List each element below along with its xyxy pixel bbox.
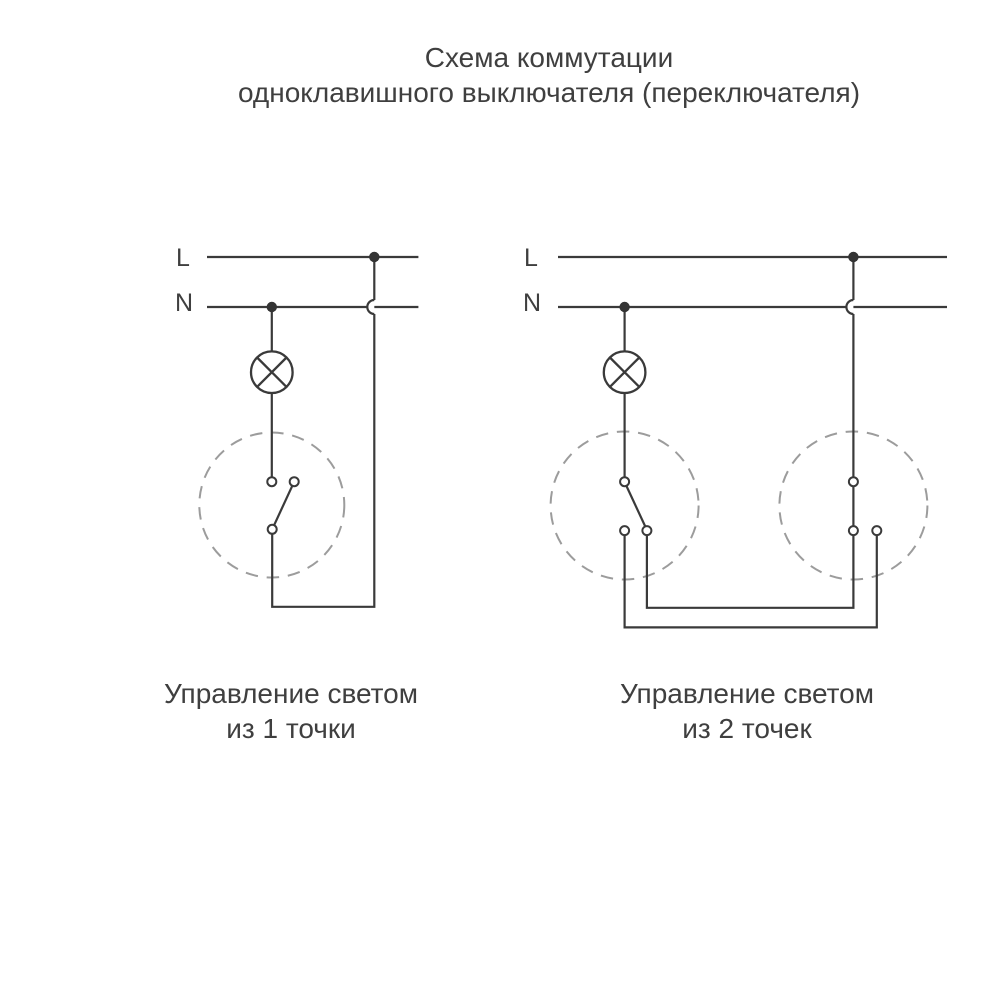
junction-dot-neutral: [619, 302, 629, 312]
junction-dot-neutral: [267, 302, 277, 312]
caption-line2: из 2 точек: [682, 713, 812, 744]
page-title-line1: Схема коммутации: [424, 42, 674, 73]
caption-line1: Управление светом: [620, 678, 874, 709]
diagram-two-points: [523, 244, 947, 627]
traveler-wire-inner: [647, 535, 854, 608]
switch-terminal: [872, 526, 881, 535]
switch-terminal: [620, 477, 629, 486]
live-label: L: [176, 244, 190, 272]
switch-lever: [625, 482, 647, 530]
switch-terminal: [620, 526, 629, 535]
caption-line1: Управление светом: [164, 678, 418, 709]
switch-terminal: [849, 477, 858, 486]
neutral-label: N: [522, 289, 542, 317]
junction-dot-live: [369, 252, 379, 262]
switch-terminal: [290, 477, 299, 486]
diagram-one-point: [175, 244, 418, 607]
switch-terminal: [268, 525, 277, 534]
wire-hop-arc: [367, 300, 374, 314]
switch-lever: [272, 482, 294, 530]
page-title-line2: одноклавишного выключателя (переключателя): [237, 77, 861, 108]
switch-terminal: [849, 526, 858, 535]
live-label: L: [524, 244, 538, 272]
traveler-wire-outer: [625, 535, 877, 627]
switch-terminal: [642, 526, 651, 535]
caption-two-points: [620, 676, 874, 746]
caption-one-point: [164, 676, 418, 746]
neutral-label: N: [174, 289, 194, 317]
caption-line2: из 1 точки: [226, 713, 356, 744]
junction-dot-live: [848, 252, 858, 262]
switch-terminal: [267, 477, 276, 486]
wire-hop-arc: [846, 300, 853, 314]
